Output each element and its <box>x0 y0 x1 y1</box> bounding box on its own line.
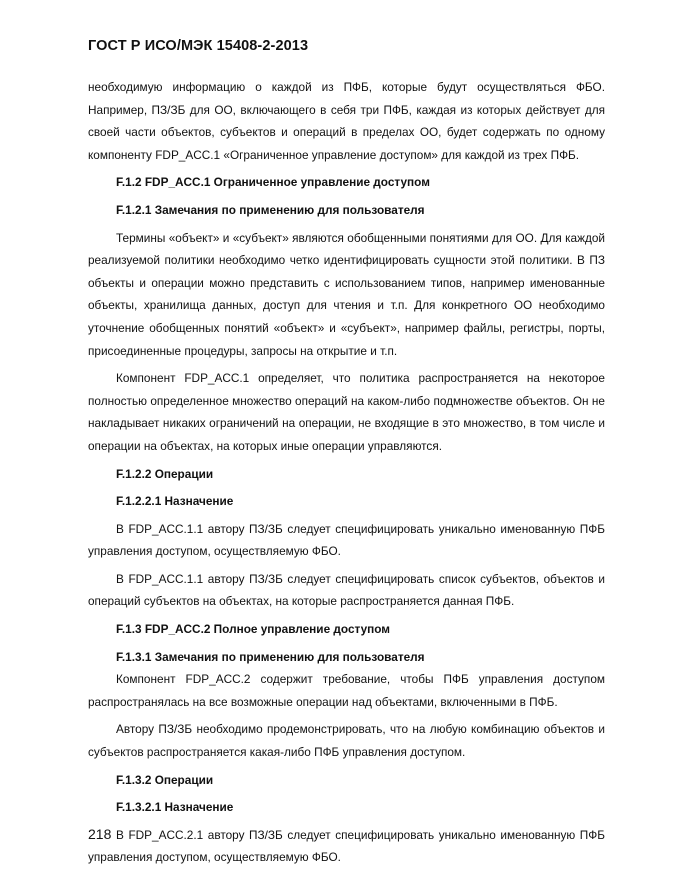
paragraph-acc2-1-policy: В FDP_ACC.2.1 автору ПЗ/ЗБ следует специфицировать уникально именованную ПФБ управления доступом, осуществляемую ФБО. <box>88 827 605 865</box>
heading-f-1-2-1: F.1.2.1 Замечания по применению для пользователя <box>116 202 425 217</box>
heading-f-1-2: F.1.2 FDP_ACC.1 Ограниченное управление доступом <box>116 175 430 190</box>
heading-f-1-2-2: F.1.2.2 Операции <box>116 466 214 481</box>
heading-f-1-3: F.1.3 FDP_ACC.2 Полное управление доступом <box>116 622 391 637</box>
heading-f-1-3-1: F.1.3.1 Замечания по применению для пользователя <box>116 649 425 664</box>
paragraph-demonstrate: Автору ПЗ/ЗБ необходимо продемонстрировать, что на любую комбинацию объектов и субъектов распространяется какая-либо ПФБ управления доступом. <box>88 722 605 760</box>
heading-f-1-2-2-1: F.1.2.2.1 Назначение <box>116 494 234 509</box>
paragraph-acc1-1-subjects: В FDP_ACC.1.1 автору ПЗ/ЗБ следует специфицировать список субъектов, объектов и операций субъектов на объектах, на которые распространяется данная ПФБ. <box>88 571 605 609</box>
paragraph-component-acc2: Компонент FDP_ACC.2 содержит требование, чтобы ПФБ управления доступом распространялась на все возможные операции над объектами, включенными в ПФБ. <box>88 672 605 709</box>
page-number: 218 <box>88 826 112 842</box>
paragraph-continuation: необходимую информацию о каждой из ПФБ, которые будут осуществляться ФБО. Например, ПЗ/ЗБ для ОО, включающего в себя три ПФБ, каждая из которых действует для своей части объектов, субъектов и операций в пределах ОО, будет содержать по одному компоненту FDP_ACC.1 «Ограниченное управление доступом» для каждой из трех ПФБ. <box>88 80 605 162</box>
page-header-standard-title: ГОСТ Р ИСО/МЭК 15408-2-2013 <box>88 38 309 54</box>
paragraph-terms: Термины «объект» и «субъект» являются обобщенными понятиями для ОО. Для каждой реализуемой политики необходимо четко идентифицировать сущности этой политики. В ПЗ объекты и операции можно представить с использованием типов, например именованные объекты, хранилища данных, доступ для чтения и т.п. Для конкретного ОО необходимо уточнение обобщенных понятий «объект» и «субъект», например файлы, регистры, порты, присоединенные процедуры, запросы на открытие и т.п. <box>88 230 605 358</box>
paragraph-component-acc1: Компонент FDP_ACC.1 определяет, что политика распространяется на некоторое полностью определенное множество операций на каком-либо подмножестве объектов. Он не накладывает никаких ограничений на операции, не входящие в это множество, в том числе и операции на объектах, на которых иные операции управляются. <box>88 371 605 453</box>
heading-f-1-3-2: F.1.3.2 Операции <box>116 772 214 787</box>
heading-f-1-3-2-1: F.1.3.2.1 Назначение <box>116 800 234 815</box>
document-body <box>88 76 605 869</box>
paragraph-acc1-1-policy: В FDP_ACC.1.1 автору ПЗ/ЗБ следует специфицировать уникально именованную ПФБ управления доступом, осуществляемую ФБО. <box>88 521 605 559</box>
